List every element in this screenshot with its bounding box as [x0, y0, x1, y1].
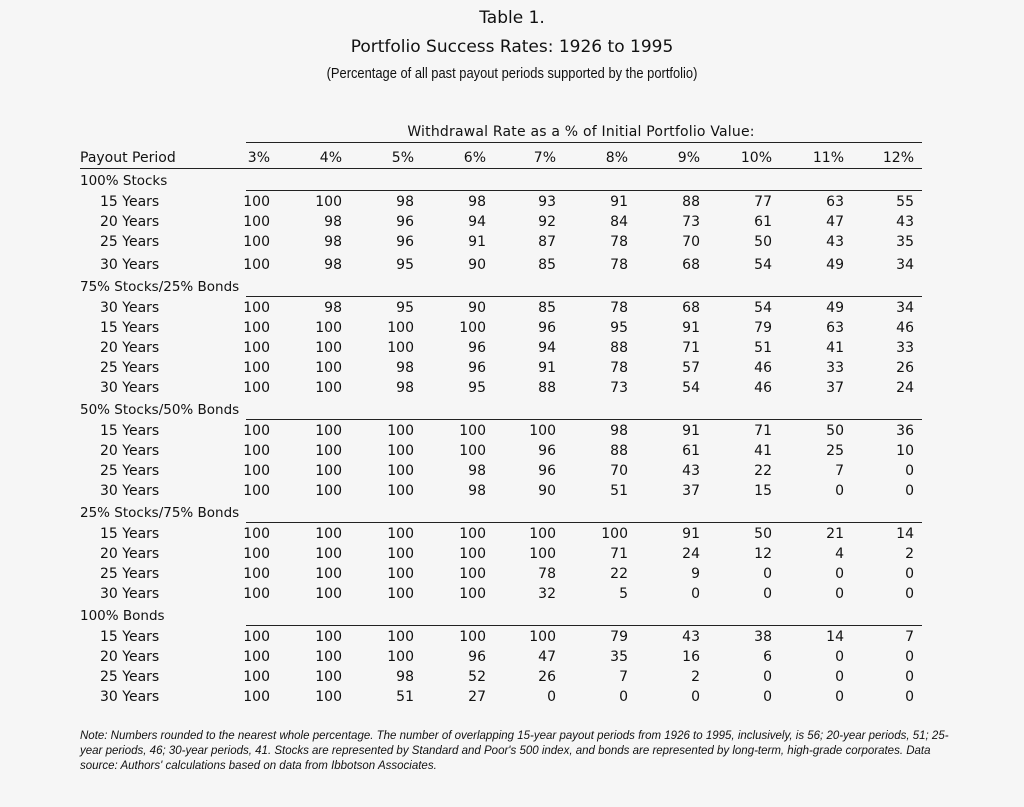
- table-cell: 100: [315, 546, 342, 562]
- table-cell: 98: [468, 483, 486, 499]
- table-cell: 38: [754, 629, 772, 645]
- table-cell: 95: [396, 257, 414, 273]
- table-cell: 21: [826, 526, 844, 542]
- table-cell: 0: [905, 483, 914, 499]
- table-cell: 0: [547, 689, 556, 705]
- table-row: [0, 565, 1024, 585]
- table-cell: 100: [243, 423, 270, 439]
- table-cell: 90: [538, 483, 556, 499]
- row-label: 20 Years: [100, 340, 160, 356]
- table-cell: 98: [468, 194, 486, 210]
- table-cell: 73: [610, 380, 628, 396]
- table-cell: 100: [529, 546, 556, 562]
- table-cell: 100: [315, 463, 342, 479]
- table-cell: 100: [315, 380, 342, 396]
- table-cell: 100: [459, 443, 486, 459]
- table-cell: 54: [754, 257, 772, 273]
- table-cell: 85: [538, 300, 556, 316]
- table-number: Table 1.: [479, 8, 545, 28]
- table-cell: 96: [468, 360, 486, 376]
- table-cell: 90: [468, 300, 486, 316]
- table-cell: 100: [387, 320, 414, 336]
- table-cell: 0: [905, 689, 914, 705]
- table-cell: 14: [826, 629, 844, 645]
- table-cell: 49: [826, 257, 844, 273]
- table-cell: 100: [315, 194, 342, 210]
- row-label: 15 Years: [100, 423, 160, 439]
- column-header-7: 9%: [677, 150, 700, 166]
- table-cell: 100: [243, 463, 270, 479]
- table-cell: 92: [538, 214, 556, 230]
- table-cell: 33: [826, 360, 844, 376]
- table-cell: 100: [243, 360, 270, 376]
- table-cell: 98: [324, 257, 342, 273]
- row-label: 15 Years: [100, 526, 160, 542]
- table-cell: 0: [691, 689, 700, 705]
- table-cell: 100: [243, 194, 270, 210]
- section-heading: 100% Bonds: [80, 608, 165, 624]
- table-cell: 98: [396, 380, 414, 396]
- table-cell: 88: [682, 194, 700, 210]
- table-cell: 100: [459, 586, 486, 602]
- table-row: [0, 628, 1024, 648]
- row-label: 20 Years: [100, 443, 160, 459]
- table-cell: 78: [610, 360, 628, 376]
- table-row: [0, 648, 1024, 668]
- table-cell: 0: [691, 586, 700, 602]
- table-cell: 87: [538, 234, 556, 250]
- table-cell: 36: [896, 423, 914, 439]
- row-label: 25 Years: [100, 234, 160, 250]
- table-cell: 35: [610, 649, 628, 665]
- section-heading: 75% Stocks/25% Bonds: [80, 279, 240, 295]
- table-cell: 91: [468, 234, 486, 250]
- table-cell: 100: [387, 566, 414, 582]
- table-cell: 100: [459, 566, 486, 582]
- table-cell: 68: [682, 257, 700, 273]
- table-cell: 2: [905, 546, 914, 562]
- table-row: [0, 462, 1024, 482]
- table-cell: 10: [896, 443, 914, 459]
- table-cell: 100: [387, 546, 414, 562]
- table-cell: 100: [529, 629, 556, 645]
- column-header-6: 8%: [605, 150, 628, 166]
- table-cell: 94: [468, 214, 486, 230]
- table-cell: 79: [610, 629, 628, 645]
- table-cell: 0: [835, 669, 844, 685]
- table-cell: 91: [538, 360, 556, 376]
- table-cell: 54: [754, 300, 772, 316]
- table-cell: 100: [601, 526, 628, 542]
- column-header-10: 12%: [882, 150, 914, 166]
- table-cell: 68: [682, 300, 700, 316]
- table-cell: 98: [396, 360, 414, 376]
- table-cell: 43: [682, 629, 700, 645]
- row-label: 25 Years: [100, 360, 160, 376]
- table-cell: 0: [835, 649, 844, 665]
- table-cell: 37: [682, 483, 700, 499]
- table-cell: 100: [459, 320, 486, 336]
- table-cell: 0: [763, 669, 772, 685]
- table-cell: 91: [682, 423, 700, 439]
- table-row: [0, 585, 1024, 605]
- section-divider: [246, 190, 922, 191]
- table-cell: 93: [538, 194, 556, 210]
- table-cell: 63: [826, 320, 844, 336]
- table-cell: 100: [315, 340, 342, 356]
- table-cell: 16: [682, 649, 700, 665]
- column-header-4: 6%: [463, 150, 486, 166]
- table-cell: 100: [243, 300, 270, 316]
- table-cell: 0: [763, 586, 772, 602]
- table-row: [0, 688, 1024, 708]
- table-cell: 95: [468, 380, 486, 396]
- table-cell: 50: [754, 526, 772, 542]
- table-cell: 100: [387, 649, 414, 665]
- section-divider: [246, 625, 922, 626]
- table-cell: 70: [610, 463, 628, 479]
- table-cell: 96: [538, 463, 556, 479]
- table-cell: 96: [396, 234, 414, 250]
- table-cell: 100: [243, 214, 270, 230]
- table-cell: 77: [754, 194, 772, 210]
- table-cell: 95: [610, 320, 628, 336]
- table-cell: 43: [826, 234, 844, 250]
- table-cell: 24: [896, 380, 914, 396]
- table-cell: 100: [315, 689, 342, 705]
- table-cell: 100: [459, 546, 486, 562]
- table-row: [0, 379, 1024, 399]
- table-cell: 98: [610, 423, 628, 439]
- table-cell: 6: [763, 649, 772, 665]
- table-cell: 85: [538, 257, 556, 273]
- table-cell: 98: [468, 463, 486, 479]
- table-cell: 7: [835, 463, 844, 479]
- table-cell: 96: [396, 214, 414, 230]
- table-cell: 78: [610, 300, 628, 316]
- table-cell: 7: [619, 669, 628, 685]
- section-heading: 25% Stocks/75% Bonds: [80, 505, 240, 521]
- table-cell: 98: [324, 234, 342, 250]
- payout-period-header: Payout Period: [80, 150, 176, 166]
- row-label: 15 Years: [100, 629, 160, 645]
- row-label: 30 Years: [100, 300, 160, 316]
- table-row: [0, 442, 1024, 462]
- table-cell: 96: [538, 443, 556, 459]
- table-cell: 98: [396, 194, 414, 210]
- table-row: [0, 525, 1024, 545]
- table-cell: 100: [243, 526, 270, 542]
- table-cell: 100: [387, 526, 414, 542]
- table-cell: 100: [243, 257, 270, 273]
- table-cell: 100: [387, 340, 414, 356]
- row-label: 30 Years: [100, 586, 160, 602]
- table-cell: 100: [243, 320, 270, 336]
- table-cell: 9: [691, 566, 700, 582]
- table-cell: 78: [610, 234, 628, 250]
- table-cell: 0: [763, 689, 772, 705]
- table-cell: 100: [315, 649, 342, 665]
- section-heading: 100% Stocks: [80, 173, 168, 189]
- table-cell: 100: [529, 423, 556, 439]
- table-row: [0, 233, 1024, 253]
- table-cell: 0: [905, 586, 914, 602]
- table-row: [0, 193, 1024, 213]
- table-row: [0, 339, 1024, 359]
- table-cell: 46: [754, 380, 772, 396]
- table-cell: 100: [243, 380, 270, 396]
- table-cell: 100: [387, 443, 414, 459]
- table-cell: 91: [682, 526, 700, 542]
- row-label: 30 Years: [100, 257, 160, 273]
- row-label: 20 Years: [100, 214, 160, 230]
- table-cell: 100: [315, 443, 342, 459]
- row-label: 25 Years: [100, 669, 160, 685]
- column-header-5: 7%: [533, 150, 556, 166]
- row-label: 30 Years: [100, 483, 160, 499]
- table-cell: 51: [396, 689, 414, 705]
- column-header-divider: [80, 168, 922, 169]
- table-cell: 15: [754, 483, 772, 499]
- table-cell: 100: [459, 423, 486, 439]
- table-row: [0, 422, 1024, 442]
- table-row: [0, 482, 1024, 502]
- table-cell: 100: [243, 340, 270, 356]
- table-cell: 96: [468, 649, 486, 665]
- table-cell: 91: [682, 320, 700, 336]
- table-cell: 63: [826, 194, 844, 210]
- table-cell: 37: [826, 380, 844, 396]
- table-cell: 100: [243, 586, 270, 602]
- header-divider: [246, 142, 922, 143]
- table-cell: 61: [754, 214, 772, 230]
- table-cell: 78: [610, 257, 628, 273]
- table-cell: 100: [387, 423, 414, 439]
- table-cell: 57: [682, 360, 700, 376]
- table-cell: 51: [754, 340, 772, 356]
- table-cell: 100: [315, 586, 342, 602]
- table-cell: 43: [682, 463, 700, 479]
- table-title: Portfolio Success Rates: 1926 to 1995: [350, 37, 674, 57]
- table-cell: 100: [387, 463, 414, 479]
- table-cell: 100: [315, 360, 342, 376]
- row-label: 15 Years: [100, 194, 160, 210]
- table-cell: 32: [538, 586, 556, 602]
- table-cell: 100: [387, 629, 414, 645]
- table-cell: 0: [905, 566, 914, 582]
- table-cell: 100: [315, 629, 342, 645]
- table-cell: 5: [619, 586, 628, 602]
- table-subtitle: (Percentage of all past payout periods supported by the portfolio): [326, 65, 698, 82]
- section-divider: [246, 296, 922, 297]
- withdrawal-rate-header: Withdrawal Rate as a % of Initial Portfolio Value:: [407, 124, 755, 140]
- table-cell: 100: [387, 483, 414, 499]
- section-heading: 50% Stocks/50% Bonds: [80, 402, 240, 418]
- table-cell: 50: [826, 423, 844, 439]
- table-cell: 98: [324, 300, 342, 316]
- table-row: [0, 213, 1024, 233]
- table-cell: 73: [682, 214, 700, 230]
- table-cell: 100: [459, 629, 486, 645]
- table-cell: 88: [610, 443, 628, 459]
- table-cell: 100: [243, 649, 270, 665]
- table-cell: 0: [905, 669, 914, 685]
- table-cell: 100: [529, 526, 556, 542]
- table-cell: 46: [896, 320, 914, 336]
- table-cell: 100: [243, 546, 270, 562]
- table-cell: 0: [905, 649, 914, 665]
- table-cell: 96: [468, 340, 486, 356]
- table-cell: 90: [468, 257, 486, 273]
- table-cell: 27: [468, 689, 486, 705]
- table-cell: 43: [896, 214, 914, 230]
- table-cell: 79: [754, 320, 772, 336]
- table-cell: 34: [896, 300, 914, 316]
- table-cell: 41: [754, 443, 772, 459]
- table-cell: 55: [896, 194, 914, 210]
- section-divider: [246, 419, 922, 420]
- table-cell: 100: [243, 483, 270, 499]
- table-row: [0, 668, 1024, 688]
- table-cell: 26: [896, 360, 914, 376]
- table-cell: 51: [610, 483, 628, 499]
- table-cell: 54: [682, 380, 700, 396]
- table-cell: 100: [315, 526, 342, 542]
- table-cell: 100: [243, 629, 270, 645]
- table-cell: 98: [324, 214, 342, 230]
- table-cell: 71: [682, 340, 700, 356]
- table-row: [0, 545, 1024, 565]
- table-cell: 26: [538, 669, 556, 685]
- table-cell: 0: [835, 566, 844, 582]
- section-divider: [246, 522, 922, 523]
- table-cell: 100: [315, 483, 342, 499]
- table-cell: 100: [243, 669, 270, 685]
- table-cell: 52: [468, 669, 486, 685]
- table-cell: 47: [538, 649, 556, 665]
- column-header-1: 3%: [247, 150, 270, 166]
- table-note: Note: Numbers rounded to the nearest whole percentage. The number of overlapping 15-year payout periods from 1926 to 1995, inclusively, is 56; 20-year periods, 51; 25-year periods, 46; 30-year periods, 41. Stocks are represented by Standard and Poor's 500 index, and bonds are represented by long-term, high-grade corporates. Data source: Authors' calculations based on data from Ibbotson Associates.: [80, 730, 949, 772]
- column-header-8: 10%: [740, 150, 772, 166]
- table-cell: 100: [243, 566, 270, 582]
- column-header-3: 5%: [391, 150, 414, 166]
- table-cell: 47: [826, 214, 844, 230]
- table-cell: 100: [243, 234, 270, 250]
- table-row: [0, 256, 1024, 276]
- table-cell: 100: [459, 526, 486, 542]
- table-cell: 33: [896, 340, 914, 356]
- table-cell: 61: [682, 443, 700, 459]
- table-cell: 78: [538, 566, 556, 582]
- table-cell: 0: [835, 586, 844, 602]
- table-cell: 14: [896, 526, 914, 542]
- column-header-9: 11%: [812, 150, 844, 166]
- table-cell: 70: [682, 234, 700, 250]
- table-cell: 96: [538, 320, 556, 336]
- row-label: 30 Years: [100, 689, 160, 705]
- table-cell: 100: [243, 443, 270, 459]
- table-cell: 71: [610, 546, 628, 562]
- table-cell: 91: [610, 194, 628, 210]
- table-cell: 98: [396, 669, 414, 685]
- table-row: [0, 299, 1024, 319]
- table-cell: 7: [905, 629, 914, 645]
- table-cell: 100: [243, 689, 270, 705]
- table-cell: 25: [826, 443, 844, 459]
- table-cell: 22: [610, 566, 628, 582]
- column-header-2: 4%: [319, 150, 342, 166]
- table-cell: 94: [538, 340, 556, 356]
- row-label: 20 Years: [100, 546, 160, 562]
- table-cell: 49: [826, 300, 844, 316]
- table-cell: 0: [835, 483, 844, 499]
- table-cell: 0: [905, 463, 914, 479]
- table-cell: 41: [826, 340, 844, 356]
- table-cell: 88: [538, 380, 556, 396]
- table-row: [0, 359, 1024, 379]
- table-cell: 24: [682, 546, 700, 562]
- table-cell: 2: [691, 669, 700, 685]
- table-cell: 100: [315, 566, 342, 582]
- table-cell: 12: [754, 546, 772, 562]
- table-cell: 100: [315, 669, 342, 685]
- table-cell: 84: [610, 214, 628, 230]
- row-label: 25 Years: [100, 566, 160, 582]
- table-cell: 4: [835, 546, 844, 562]
- table-cell: 100: [315, 423, 342, 439]
- table-cell: 50: [754, 234, 772, 250]
- table-cell: 71: [754, 423, 772, 439]
- table-cell: 0: [763, 566, 772, 582]
- table-cell: 100: [315, 320, 342, 336]
- table-cell: 46: [754, 360, 772, 376]
- table-cell: 0: [835, 689, 844, 705]
- row-label: 25 Years: [100, 463, 160, 479]
- table-cell: 35: [896, 234, 914, 250]
- row-label: 15 Years: [100, 320, 160, 336]
- table-cell: 95: [396, 300, 414, 316]
- table-cell: 34: [896, 257, 914, 273]
- table-cell: 22: [754, 463, 772, 479]
- table-row: [0, 319, 1024, 339]
- table-cell: 88: [610, 340, 628, 356]
- row-label: 20 Years: [100, 649, 160, 665]
- table-cell: 100: [387, 586, 414, 602]
- table-cell: 0: [619, 689, 628, 705]
- row-label: 30 Years: [100, 380, 160, 396]
